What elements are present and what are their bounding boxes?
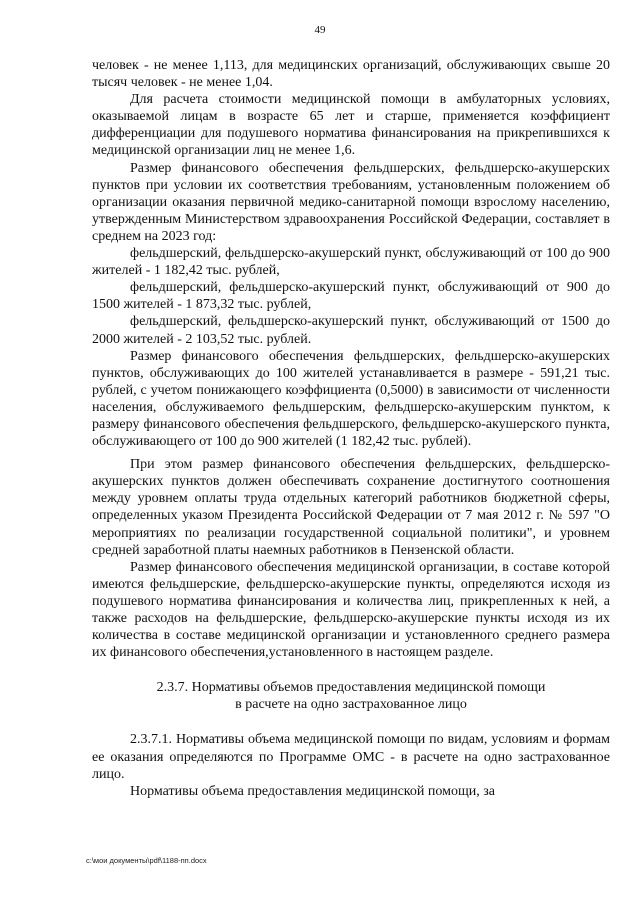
document-body: [92, 57, 610, 800]
paragraph-fap-financing: Размер финансового обеспечения фельдшерских, фельдшерско-акушерских пунктов при условии их соответствия требованиям, установленным положением об организации оказания первичной медико-санитарной помощи взрослому населению, утвержденным Министерством здравоохранения Российской Федерации, составляет в среднем на 2023 год:: [92, 160, 610, 244]
paragraph-fap-1500-2000: фельдшерский, фельдшерско-акушерский пункт, обслуживающий от 1500 до 2000 жителей - 2 103,52 тыс. рублей.: [92, 314, 610, 347]
paragraph-2-3-7-1: 2.3.7.1. Нормативы объема медицинской помощи по видам, условиям и формам ее оказания определяются по Программе ОМС - в расчете на одно застрахованное лицо.: [92, 732, 610, 782]
paragraph-65-plus-coefficient: Для расчета стоимости медицинской помощи в амбулаторных условиях, оказываемой лицам в возрасте 65 лет и старше, применяется коэффициент дифференциации для подушевого норматива финансирования на прикрепившихся к медицинской организации лиц не менее 1,6.: [92, 92, 610, 159]
page-number: 49: [314, 24, 326, 36]
paragraph-fap-900-1500: фельдшерский, фельдшерско-акушерский пункт, обслуживающий от 900 до 1500 жителей - 1 873,32 тыс. рублей,: [92, 280, 610, 313]
file-path-footer: c:\мои документы\pdf\1188-пп.docx: [86, 856, 207, 865]
paragraph-salary-ratio: При этом размер финансового обеспечения фельдшерских, фельдшерско-акушерских пунктов должен обеспечивать сохранение достигнутого соотношения между уровнем оплаты труда отдельных категорий работников бюджетной сферы, определенных указом Президента Российской Федерации от 7 мая 2012 г. № 597 "О мероприятиях по реализации государственной социальной политики", и уровнем средней заработной платы наемных работников в Пензенской области.: [92, 457, 610, 558]
paragraph-organization-financing: Размер финансового обеспечения медицинской организации, в составе которой имеются фельдшерские, фельдшерско-акушерские пункты, определяются исходя из подушевого норматива финансирования и количества лиц, прикрепленных к ней, а также расходов на фельдшерские, фельдшерско-акушерские пункты исходя из их количества в составе медицинской организации и установленного среднего размера их финансового обеспечения,установленного в настоящем разделе.: [92, 559, 610, 661]
paragraph-fap-under-100: Размер финансового обеспечения фельдшерских, фельдшерско-акушерских пунктов, обслуживающих до 100 жителей устанавливается в размере - 591,21 тыс. рублей, с учетом понижающего коэффициента (0,5000) в зависимости от численности населения, обслуживаемого фельдшерским, фельдшерско-акушерским пунктом, к размеру финансового обеспечения фельдшерского, фельдшерско-акушерского пункта, обслуживающего от 100 до 900 жителей (1 182,42 тыс. рублей).: [92, 348, 610, 450]
paragraph-continuation: человек - не менее 1,113, для медицинских организаций, обслуживающих свыше 20 тысяч человек - не менее 1,04.: [92, 58, 610, 91]
paragraph-volume-norms: Нормативы объема предоставления медицинской помощи, за: [130, 783, 495, 799]
section-heading-line-1: 2.3.7. Нормативы объемов предоставления медицинской помощи: [156, 680, 546, 696]
section-heading-line-2: в расчете на одно застрахованное лицо: [235, 697, 467, 713]
paragraph-fap-100-900: фельдшерский, фельдшерско-акушерский пункт, обслуживающий от 100 до 900 жителей - 1 182,42 тыс. рублей,: [92, 246, 610, 279]
